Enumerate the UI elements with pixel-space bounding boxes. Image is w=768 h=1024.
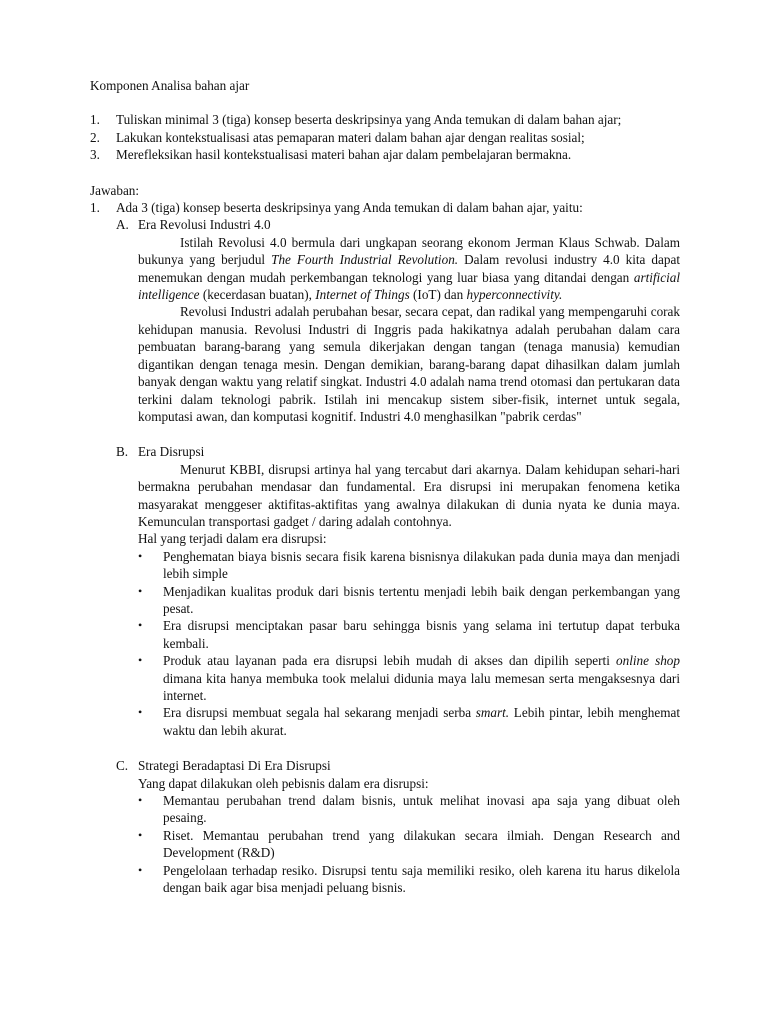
section-a-heading-row <box>116 216 680 233</box>
document-title: Komponen Analisa bahan ajar <box>90 78 250 93</box>
question-item <box>90 129 680 146</box>
bullet-icon: • <box>138 653 143 668</box>
list-item: • Memantau perubahan trend dalam bisnis, untuk melihat inovasi apa saja yang dibuat oleh pesaing. <box>138 793 680 826</box>
list-item: • Era disrupsi menciptakan pasar baru sehingga bisnis yang selama ini tertutup dapat terbuka kembali. <box>138 618 680 651</box>
bullet-icon: • <box>138 862 143 877</box>
question-list <box>90 111 680 163</box>
question-text: Merefleksikan hasil kontekstualisasi materi bahan ajar dalam pembelajaran bermakna. <box>116 147 572 163</box>
bullet-icon: • <box>138 583 143 598</box>
list-item: • Penghematan biaya bisnis secara fisik karena bisnisnya dilakukan pada dunia maya dan menjadi lebih simple <box>138 548 680 582</box>
list-item: • Menjadikan kualitas produk dari bisnis tertentu menjadi lebih baik dengan perkembangan yang pesat. <box>138 583 680 616</box>
bullet-icon: • <box>138 827 143 842</box>
section-c-heading-row <box>116 757 680 774</box>
section-a-paragraph-1: Istilah Revolusi 4.0 bermula dari ungkapan seorang ekonom Jerman Klaus Schwab. Dalam bukunya yang berjudul The Fourth Industrial Revolution. Dalam revolusi industry 4.0 kita dapat menemukan dengan mudah perkembangan teknologi yang luar biasa yang ditandai dengan artificial intelligence (kecerdasan buatan), Internet of Things (IoT) dan hyperconnectivity. <box>138 234 680 303</box>
section-b-paragraph: Menurut KBBI, disrupsi artinya hal yang tercabut dari akarnya. Dalam kehidupan sehari-hari bermakna perubahan mendasar dan fundamental. Era disrupsi ini merupakan fenomena ketika masyarakat menggeser aktifitas-aktifitas yang awalnya dilakukan di dunia nyata ke dunia maya. Kemunculan transportasi gadget / daring adalah contohnya. <box>138 461 680 529</box>
section-a-label: A. <box>116 217 129 233</box>
bullet-icon: • <box>138 548 143 563</box>
section-c-label: C. <box>116 758 129 774</box>
section-c <box>90 757 680 896</box>
answer-item <box>90 199 680 216</box>
question-item <box>90 111 680 128</box>
answer-number: 1. <box>90 200 100 216</box>
question-text: Tuliskan minimal 3 (tiga) konsep beserta deskripsinya yang Anda temukan di dalam bahan ajar; <box>116 112 622 128</box>
list-item: • Era disrupsi membuat segala hal sekarang menjadi serba smart. Lebih pintar, lebih menghemat waktu dan lebih akurat. <box>138 705 680 738</box>
question-number: 1. <box>90 112 100 128</box>
section-b-bullet-list <box>138 548 680 739</box>
section-c-bullet-list <box>138 792 680 896</box>
section-a-paragraph-2: Revolusi Industri adalah perubahan besar, secara cepat, dan radikal yang mempengaruhi corak kehidupan manusia. Revolusi Industri di Inggris pada hakikatnya adalah perubahan dalam cara pembuatan barang-barang yang semula dikerjakan dengan tangan (tenaga manusia) kemudian digantikan dengan tenaga mesin. Dengan demikian, barang-barang dapat dihasilkan dalam jumlah banyak dengan waktu yang relatif singkat. Industri 4.0 adalah nama trend otomasi dan pertukaran data terkini dalam teknologi pabrik. Istilah ini mencakup sistem siber-fisik, internet untuk segala, komputasi awan, dan komputasi kognitif. Industri 4.0 menghasilkan "pabrik cerdas" <box>138 304 680 424</box>
section-b-heading: Era Disrupsi <box>138 444 205 460</box>
question-text: Lakukan kontekstualisasi atas pemaparan materi dalam bahan ajar dengan realitas sosial; <box>116 129 585 145</box>
section-c-lead: Yang dapat dilakukan oleh pebisnis dalam era disrupsi: <box>138 775 429 791</box>
list-item: • Produk atau layanan pada era disrupsi lebih mudah di akses dan dipilih seperti online shop dimana kita hanya membuka took melalui didunia maya lalu memesan serta mengaksesnya dari internet. <box>138 653 680 703</box>
question-item <box>90 146 680 163</box>
list-item: • Pengelolaan terhadap resiko. Disrupsi tentu saja memiliki resiko, oleh karena itu harus dikelola dengan baik agar bisa menjadi peluang bisnis. <box>138 862 680 896</box>
section-a <box>90 216 680 425</box>
section-b-label: B. <box>116 444 129 460</box>
list-item: • Riset. Memantau perubahan trend yang dilakukan secara ilmiah. Dengan Research and Development (R&D) <box>138 827 680 861</box>
answer-text: Ada 3 (tiga) konsep beserta deskripsinya yang Anda temukan di dalam bahan ajar, yaitu: <box>116 200 583 216</box>
question-number: 2. <box>90 129 100 145</box>
answer-label: Jawaban: <box>90 182 140 198</box>
question-number: 3. <box>90 147 100 163</box>
section-b-heading-row <box>116 443 680 460</box>
bullet-icon: • <box>138 705 143 720</box>
section-b <box>90 443 680 739</box>
section-c-heading: Strategi Beradaptasi Di Era Disrupsi <box>138 758 331 774</box>
bullet-icon: • <box>138 618 143 633</box>
section-b-lead: Hal yang terjadi dalam era disrupsi: <box>138 531 327 547</box>
bullet-icon: • <box>138 793 143 808</box>
section-a-heading: Era Revolusi Industri 4.0 <box>138 217 271 233</box>
